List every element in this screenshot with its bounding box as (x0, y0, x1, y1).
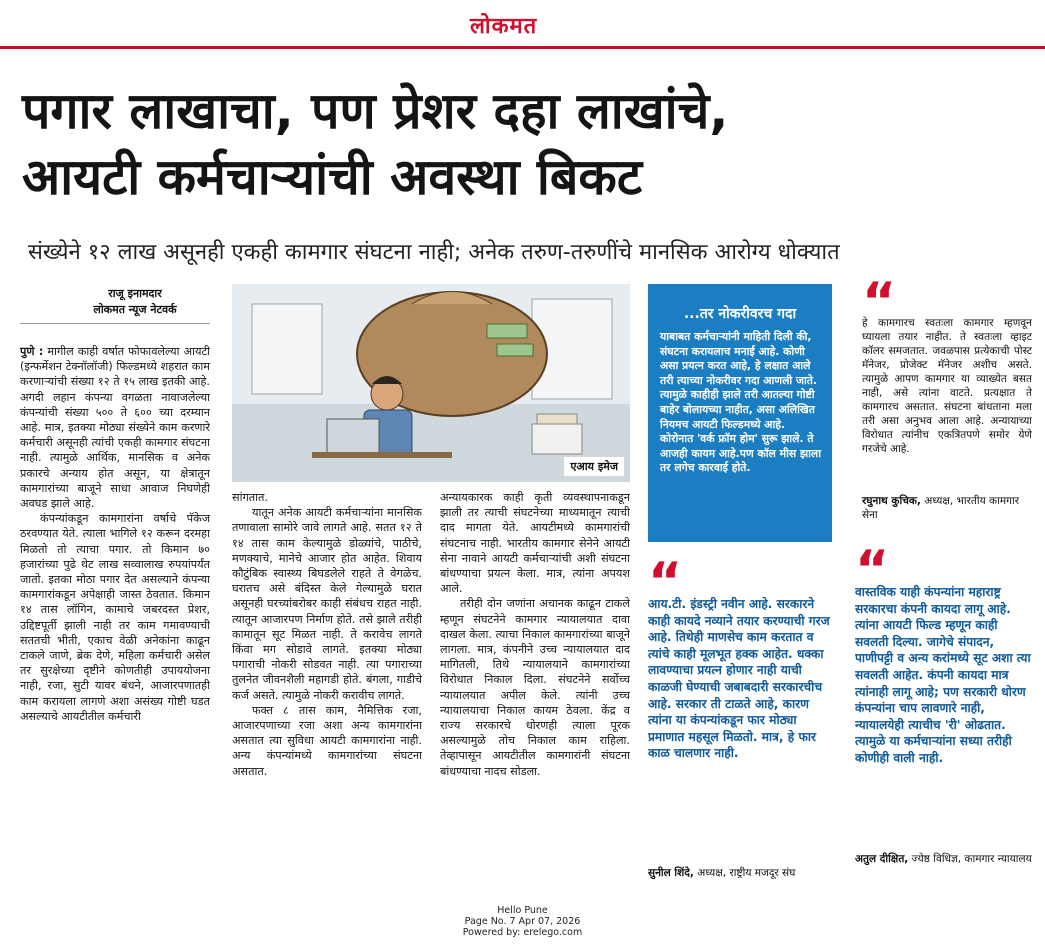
quote-mark-icon: “ (648, 552, 683, 612)
image-credit: एआय इमेज (564, 457, 624, 476)
quote2-role: अध्यक्ष, राष्ट्रीय मजदूर संघ (697, 867, 796, 879)
byline-org: लोकमत न्यूज नेटवर्क (93, 303, 177, 316)
quote1-role: अध्यक्ष, भारतीय कामगार सेना (862, 495, 1020, 521)
quote3-attribution (855, 852, 1035, 866)
quote1-text: हे कामगारच स्वतःला कामगार म्हणवून घ्यायला तयार नाहीत. ते स्वतःला व्हाइट कॉलर समजतात. जवळपास प्रत्येकाची पोस्ट मॅनेजर, प्रोजेक्ट मॅनेजर अशीच असते. त्यामुळे आपण कामगार या व्याख्येत बसत नाही, असे त्यांना वाटते. प्रत्यक्षात ते कामगारच असतात. संघटना बांधताना मला तरी असा अनुभव आला आहे. अन्यायाच्या विरोधात त्यांनीच एकत्रितपणे समोर येणे गरजेचे आहे. (862, 317, 1032, 455)
headline-line-2: आयटी कर्मचाऱ्यांची अवस्था बिकट (22, 148, 643, 206)
quote2-text: आय.टी. इंडस्ट्री नवीन आहे. सरकारने काही कायदे नव्याने तयार करण्याची गरज आहे. तिथेही माणसेच काम करतात व त्यांचे काही मूलभूत हक्क आहेत. धक्का लावण्याचा प्रयत्न होणार नाही याची काळजी घेण्याची जबाबदारी सरकारचीच आहे. सरकार ती टाळते आहे, कारण त्यांना या कंपन्यांकडून फार मोठ्या प्रमाणात महसूल मिळतो. मात्र, हे फार काळ चालणार नाही. (648, 597, 830, 761)
byline-divider (20, 323, 210, 324)
quote2-attribution (648, 866, 838, 880)
quote-mark-icon: “ (855, 540, 890, 600)
footer-edition: Hello Pune (497, 905, 548, 916)
column2-paragraph-1: यातून अनेक आयटी कर्मचाऱ्यांना मानसिक तणावाला सामोरे जावे लागते आहे. सतत १२ ते १४ तास काम केल्यामुळे डोळ्यांचे, पाठीचे, मणक्याचे, मानेचे आजार होत आहेत. शिवाय कौटुंबिक स्वास्थ्य बिघडलेले राहते ते वेगळेच. घरातच असे बंदिस्त केले गेल्यामुळे घरात असूनही घरच्यांबरोबर काही संबंधच राहत नाही. त्यातून आजारपण निर्माण होते. तसे झाले तरीही कामातून सूट मिळत नाही. ते करावेच लागते किंवा मग सोडावे लागते. इतक्या मोठ्या पगाराची नोकरी सोडवत नाही. त्या पगाराच्या तुलनेत जीवनशैली महागडी होते. बंगला, गाडीचे कर्ज असते. त्यामुळे नोकरी करावीच लागते. (232, 506, 422, 702)
headline (22, 78, 1032, 210)
article-illustration (232, 284, 630, 482)
quote3-text: वास्तविक याही कंपन्यांना महाराष्ट्र सरकारचा कंपनी कायदा लागू आहे. त्यांना आयटी फिल्ड म्हणून काही सवलती दिल्या. जागेचे संपादन, पाणीपट्टी व अन्य करांमध्ये सूट अशा त्या सवलती आहेत. कंपनी कायदा मात्र त्यांनाही लागू आहे; पण सरकारी धोरण कंपन्यांना चाप लावणारे नाही, न्यायालयेही त्याचीच 'री' ओढतात. त्यामुळे या कर्मचाऱ्यांना सध्या तरीही कोणीही वाली नाही. (855, 585, 1031, 765)
quote2-name: सुनील शिंदे, (648, 867, 694, 879)
footer-page-date: Page No. 7 Apr 07, 2026 (464, 916, 581, 927)
column3-paragraph-1: अन्यायकारक काही कृती व्यवस्थापनाकडून झाली तर त्याची संघटनेच्या माध्यमातून त्याची दाद मागता येते. आयटीमध्ये कामगारांची संघटनाच नाही. भारतीय कामगार सेनेने आयटी सेना नावाने आयटी कर्मचाऱ्यांची अशी संघटना बांधण्याचा प्रयत्न केला. मात्र, त्यांना अपयश आले. (440, 491, 630, 596)
quote3-role: ज्येष्ठ विधिज्ञ, कामगार न्यायालय (911, 853, 1032, 865)
byline (60, 286, 210, 318)
column2-paragraph-2: फक्त ८ तास काम, नैमित्तिक रजा, आजारपणाच्या रजा अशा अन्य कामगारांना असतात त्या सुविधा आयटी कामगारांना नाही. अन्य कंपन्यांमध्ये कामगारांच्या संघटना असतात. (232, 703, 422, 778)
sidebar-box-title: ...तर नोकरीवरच गदा (683, 306, 797, 322)
quote-mark-icon: “ (862, 272, 897, 332)
dateline: पुणे : (20, 345, 44, 358)
column2-paragraph-0: सांगतात. (232, 491, 268, 504)
subheadline: संख्येने १२ लाख असूनही एकही कामगार संघटना नाही; अनेक तरुण-तरुणींचे मानसिक आरोग्य धोक्यात (28, 240, 840, 265)
column1-paragraph-1: पुणे : मागील काही वर्षात फोफावलेल्या आयटी (इन्फर्मेशन टेक्नॉलॉजी) फिल्डमध्ये शहरात काम करणाऱ्यांची संख्या १२ ते १५ लाख इतकी आहे. अगदी लहान कंपन्या वगळता नावाजलेल्या कंपन्यांची संख्या ५०० ते ६०० च्या दरम्यान आहे. मात्र, इतक्या मोठ्या संख्येने काम करणारे कर्मचारी असूनही त्यांची एकही कामगार संघटना नाही. त्यामुळे आर्थिक, मानसिक व अनेक प्रकारचे अन्याय होत असून, या क्षेत्रातून कामगारांच्या बाजूने साधा आवाज निघणेही अवघड झाले आहे. (20, 345, 210, 511)
quote1-name: रघुनाथ कुचिक, (862, 495, 921, 507)
column1-paragraph-2: कंपन्यांकडून कामगारांना वर्षाचे पॅकेज ठरवण्यात येते. त्याला भागिले १२ करून दरमहा मिळतो तो त्याचा पगार. तो किमान ७० हजारांच्या पुढे थेट लाख सव्वालाख रुपयांपर्यंत जातो. इतका मोठा पगार देत असल्याने कंपन्या कामगारांकडून अपेक्षाही जास्त ठेवतात. किमान १४ तास लॉगिन, कामाचे जबरदस्त प्रेशर, उद्दिष्टपूर्ती झाली नाही तर काम गमावण्याची सततची भीती, एकाच वेळी अनेकांना काढून टाकले जाणे, ब्रेक देणे, महिला कर्मचारी असेल तर सुरक्षेच्या दृष्टीने कोणतीही उपाययोजना नाही, रजा, सुटी यावर बंधने, आजारपणातही काम करायला लागणे अशा असंख्य गोष्टी घडत असल्याचे आयटीतील कर्मचारी (20, 512, 210, 723)
column3-paragraph-2: तरीही दोन जणांना अचानक काढून टाकले म्हणून संघटनेने कामगार न्यायालयात दावा दाखल केला. त्याचा निकाल कामगारांच्या बाजूने लागला. मात्र, कंपनीने उच्च न्यायालयात दाद मागितली, तिथे न्यायालयाने कामगारांच्या विरोधात निकाल दिला. संघटनेने सर्वोच्च न्यायालयात अपील केले. त्यांनी उच्च न्यायालयाचा निकाल कायम ठेवला. केंद्र व राज्य सरकारचे धोरणही त्याला पूरक असल्यामुळे तोच निकाल काम राहिला. तेव्हापासून आयटीतील कामगारांनी संघटना बांधण्याचा नादच सोडला. (440, 597, 630, 778)
quote3-name: अतुल दीक्षित, (855, 853, 909, 865)
article-column-3 (440, 490, 630, 880)
article-column-1 (20, 344, 210, 894)
newspaper-logo: लोकमत (470, 14, 538, 39)
sidebar-box-body: याबाबत कर्मचाऱ्यांनी माहिती दिली की, संघटना करायलाच मनाई आहे. कोणी असा प्रयत्न करत आहे, हे लक्षात आले तरी त्याच्या नोकरीवर गदा आणली जाते. त्यामुळे काहीही झाले तरी आतल्या गोष्टी बाहेर बोलायच्या नाहीत, असा अलिखित नियमच आयटी फिल्डमध्ये आहे. कोरोनात 'वर्क फ्रॉम होम' सुरू झाले. ते आजही कायम आहे.पण कॉल मीस झाला तर लगेच कारवाई होते. (660, 330, 822, 475)
article-column-2 (232, 490, 422, 880)
stressed-worker-illustration (232, 284, 630, 482)
quote1-attribution (862, 494, 1037, 522)
sidebar-box-blue (648, 284, 832, 542)
byline-name: राजू इनामदार (108, 287, 162, 300)
headline-line-1: पगार लाखाचा, पण प्रेशर दहा लाखांचे, (22, 82, 729, 140)
page-footer (0, 905, 1045, 938)
footer-powered-by: Powered by: erelego.com (462, 927, 583, 938)
